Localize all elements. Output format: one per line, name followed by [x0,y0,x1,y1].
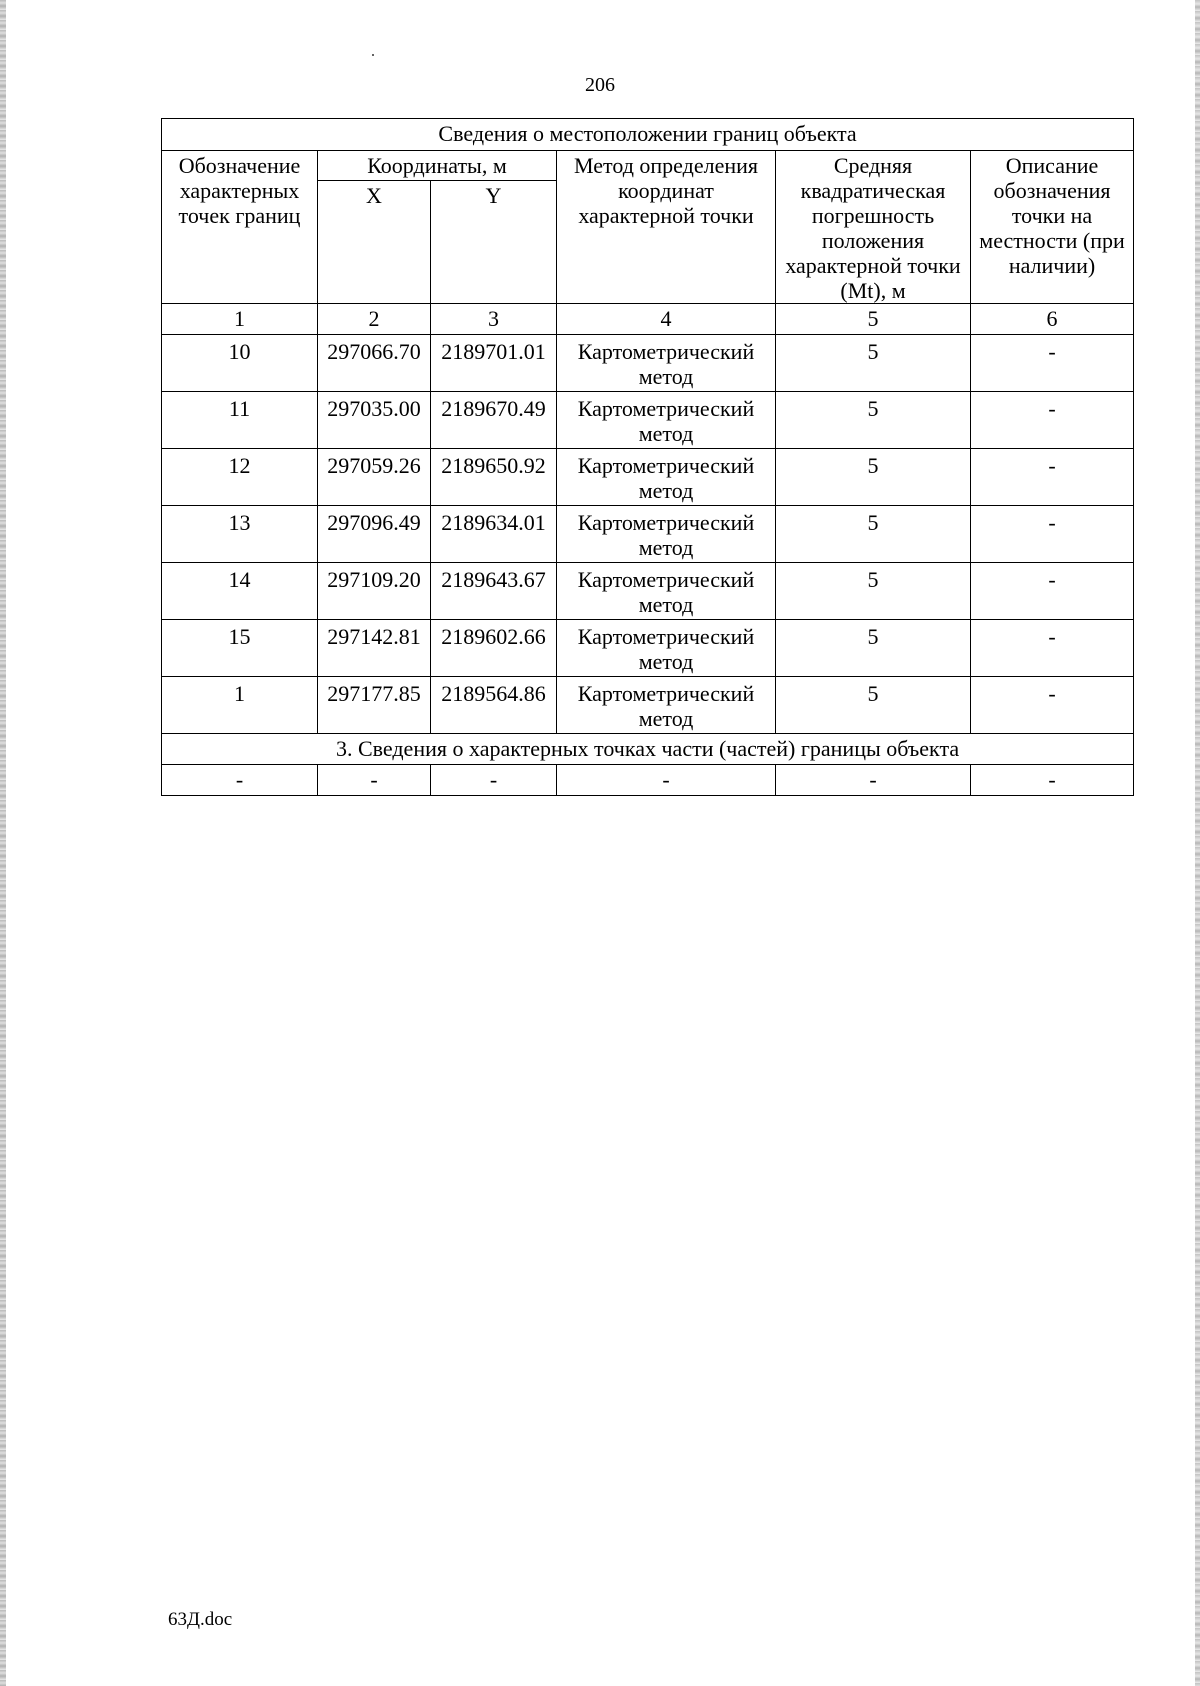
cell-error: 5 [776,563,971,620]
cell-y: 2189701.01 [431,335,557,392]
scan-speck [372,54,374,56]
cell-point: 11 [162,392,318,449]
header-method: Метод определения координат характерной точки [557,151,776,304]
boundary-coordinates-table [161,118,1134,796]
cell-x: 297177.85 [318,677,431,734]
cell-x: 297096.49 [318,506,431,563]
section3-empty-row [162,765,1134,796]
cell-point: 10 [162,335,318,392]
cell-description: - [971,335,1134,392]
table-row [162,449,1134,506]
column-number: 2 [318,304,431,335]
cell-y: 2189602.66 [431,620,557,677]
cell-method: Картометрический метод [557,620,776,677]
cell-method: Картометрический метод [557,335,776,392]
cell-error: 5 [776,449,971,506]
section3-cell: - [971,765,1134,796]
cell-point: 15 [162,620,318,677]
cell-method: Картометрический метод [557,392,776,449]
cell-method: Картометрический метод [557,449,776,506]
cell-error: 5 [776,335,971,392]
section3-cell: - [776,765,971,796]
cell-description: - [971,506,1134,563]
table-row [162,392,1134,449]
header-error: Средняя квадратическая погрешность положения характерной точки (Mt), м [776,151,971,304]
cell-point: 1 [162,677,318,734]
cell-point: 13 [162,506,318,563]
cell-y: 2189634.01 [431,506,557,563]
column-number: 6 [971,304,1134,335]
cell-description: - [971,563,1134,620]
table-row [162,620,1134,677]
cell-x: 297035.00 [318,392,431,449]
cell-x: 297109.20 [318,563,431,620]
table-title-row [162,119,1134,151]
table-title: Сведения о местоположении границ объекта [162,119,1134,151]
cell-error: 5 [776,620,971,677]
table-row [162,563,1134,620]
cell-x: 297066.70 [318,335,431,392]
section3-title: 3. Сведения о характерных точках части (частей) границы объекта [162,734,1134,765]
cell-description: - [971,449,1134,506]
header-description: Описание обозначения точки на местности (при наличии) [971,151,1134,304]
cell-x: 297059.26 [318,449,431,506]
cell-y: 2189670.49 [431,392,557,449]
cell-y: 2189643.67 [431,563,557,620]
cell-x: 297142.81 [318,620,431,677]
cell-point: 12 [162,449,318,506]
table-row [162,677,1134,734]
column-number: 1 [162,304,318,335]
header-point-designation: Обозначение характерных точек границ [162,151,318,304]
cell-method: Картометрический метод [557,563,776,620]
section3-cell: - [557,765,776,796]
footer-filename: 63Д.doc [168,1609,233,1630]
cell-y: 2189650.92 [431,449,557,506]
section3-title-row [162,734,1134,765]
cell-error: 5 [776,677,971,734]
cell-description: - [971,677,1134,734]
section3-cell: - [318,765,431,796]
scan-edge-left [0,0,6,1686]
column-number: 4 [557,304,776,335]
header-y: Y [431,181,557,304]
cell-point: 14 [162,563,318,620]
page-number: 206 [585,74,615,96]
column-number-row [162,304,1134,335]
section3-cell: - [431,765,557,796]
cell-description: - [971,620,1134,677]
section3-cell: - [162,765,318,796]
table-row [162,335,1134,392]
cell-method: Картометрический метод [557,506,776,563]
cell-description: - [971,392,1134,449]
cell-y: 2189564.86 [431,677,557,734]
header-row-1 [162,151,1134,181]
column-number: 5 [776,304,971,335]
column-number: 3 [431,304,557,335]
table-row [162,506,1134,563]
header-coordinates: Координаты, м [318,151,557,181]
cell-method: Картометрический метод [557,677,776,734]
cell-error: 5 [776,506,971,563]
cell-error: 5 [776,392,971,449]
header-x: X [318,181,431,304]
scan-edge-right [1195,0,1200,1686]
